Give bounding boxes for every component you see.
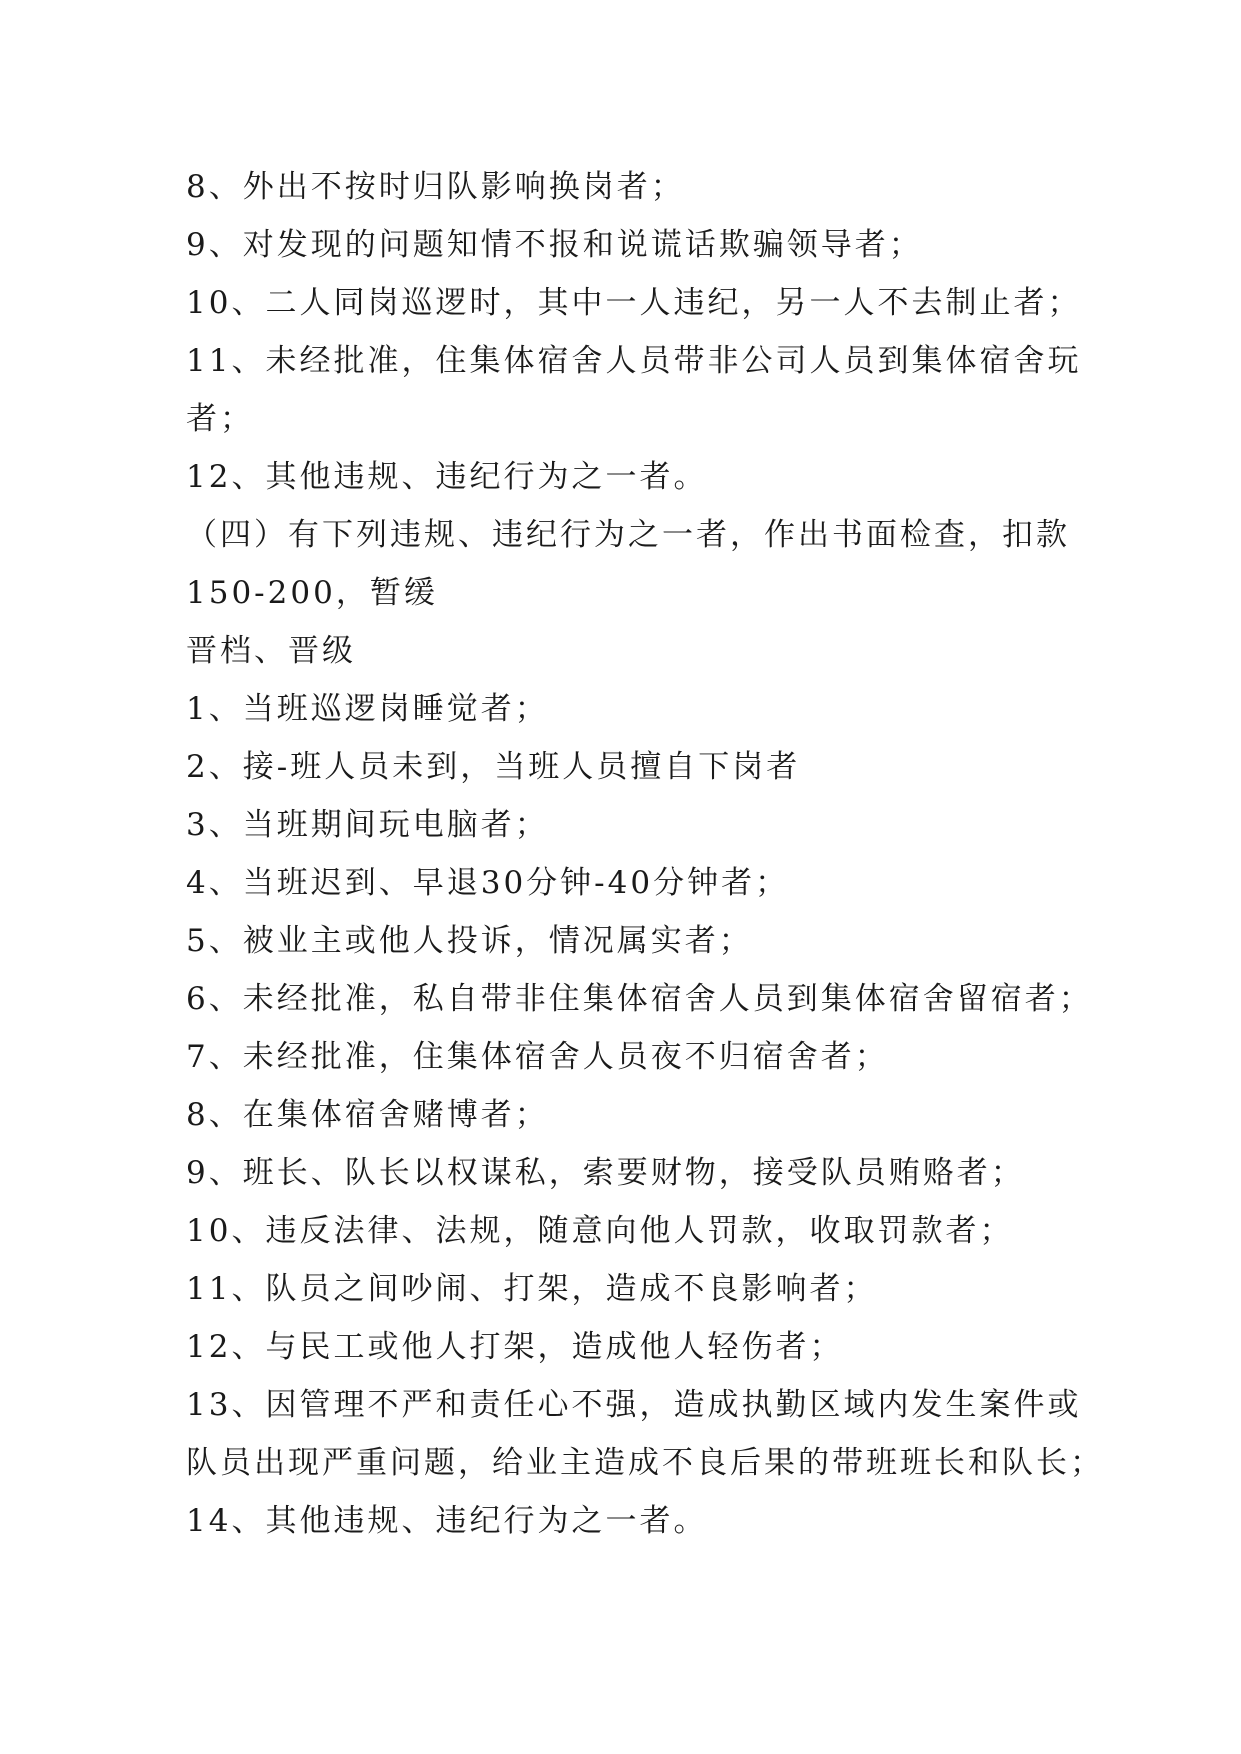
text-line: 11、未经批准，住集体宿舍人员带非公司人员到集体宿舍玩: [186, 343, 1082, 379]
text-line: 7、未经批准，住集体宿舍人员夜不归宿舍者；: [186, 1039, 889, 1075]
text-line: 4、当班迟到、早退30分钟-40分钟者；: [186, 865, 790, 901]
text-line: 5、被业主或他人投诉，情况属实者；: [186, 923, 753, 959]
text-line: 12、其他违规、违纪行为之一者。: [186, 459, 708, 495]
text-line: 8、外出不按时归队影响换岗者；: [186, 169, 685, 205]
document-body: [186, 158, 1104, 1550]
text-line: 2、接-班人员未到，当班人员擅自下岗者: [186, 749, 801, 785]
text-line: 10、违反法律、法规，随意向他人罚款，收取罚款者；: [186, 1213, 1014, 1249]
text-line: 者；: [186, 401, 254, 437]
text-line: 11、队员之间吵闹、打架，造成不良影响者；: [186, 1271, 878, 1307]
text-line: 8、在集体宿舍赌博者；: [186, 1097, 549, 1133]
text-line: 9、对发现的问题知情不报和说谎话欺骗领导者；: [186, 227, 923, 263]
text-line: 晋档、晋级: [186, 633, 356, 669]
text-line: 1、当班巡逻岗睡觉者；: [186, 691, 549, 727]
text-line: 12、与民工或他人打架，造成他人轻伤者；: [186, 1329, 844, 1365]
text-line: 150-200，暂缓: [186, 575, 438, 611]
text-line: 10、二人同岗巡逻时，其中一人违纪，另一人不去制止者；: [186, 285, 1082, 321]
text-line: 6、未经批准，私自带非住集体宿舍人员到集体宿舍留宿者；: [186, 981, 1093, 1017]
text-line: 队员出现严重问题，给业主造成不良后果的带班班长和队长；: [186, 1445, 1104, 1481]
text-line: 9、班长、队长以权谋私，索要财物，接受队员贿赂者；: [186, 1155, 1025, 1191]
section-heading: （四）有下列违规、违纪行为之一者，作出书面检查，扣款: [186, 517, 1070, 553]
text-line: 13、因管理不严和责任心不强，造成执勤区域内发生案件或: [186, 1387, 1082, 1423]
text-line: 14、其他违规、违纪行为之一者。: [186, 1503, 708, 1539]
text-line: 3、当班期间玩电脑者；: [186, 807, 549, 843]
